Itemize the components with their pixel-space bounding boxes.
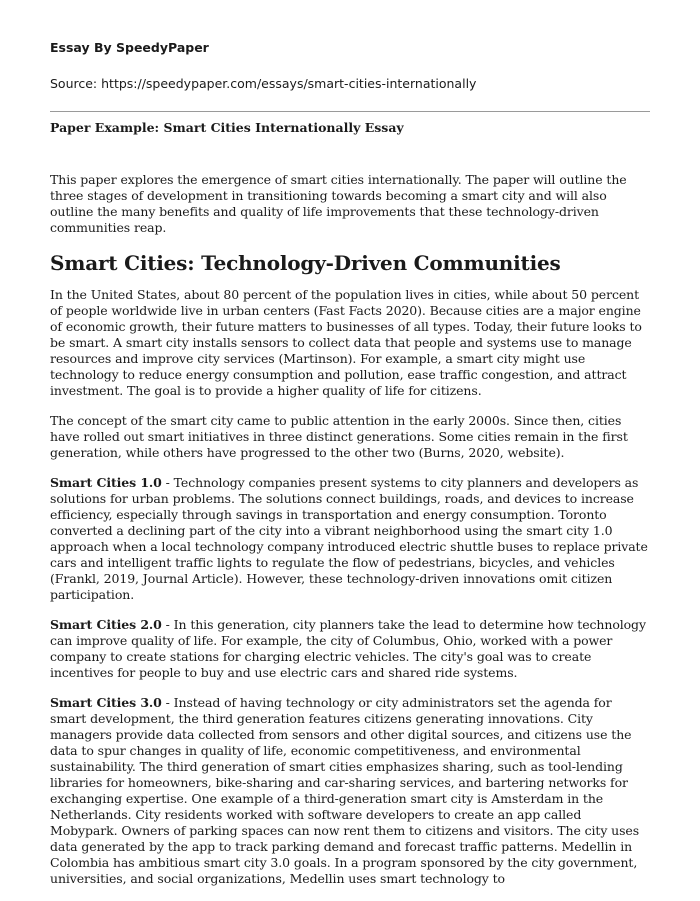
generation-text: - In this generation, city planners take the lead to determine how technology can improve quality of life. For example, the city of Columbus, Ohio, worked with a power company to create stations for charging electric vehicles. The city's goal was to create incentives for people to buy and use electric cars and shared ride systems. <box>50 617 646 680</box>
generation-text: - Instead of having technology or city administrators set the agenda for smart development, the third generation features citizens generating innovations. City managers provide data collected from sensors and other digital sources, and citizens use the data to spur changes in quality of life, economic competitiveness, and environmental sustainability. The third generation of smart cities emphasizes sharing, such as tool-lending libraries for homeowners, bike-sharing and car-sharing services, and bartering networks for exchanging expertise. One example of a third-generation smart city is Amsterdam in the Netherlands. City residents worked with software developers to create an app called Mobypark. Owners of parking spaces can now rent them to citizens and visitors. The city uses data generated by the app to track parking demand and forecast traffic patterns. Medellin in Colombia has ambitious smart city 3.0 goals. In a program sponsored by the city government, universities, and social organizations, Medellin uses smart technology to <box>50 695 640 886</box>
essay-body <box>50 172 650 901</box>
generation-text: - Technology companies present systems to city planners and developers as solutions for urban problems. The solutions connect buildings, roads, and devices to increase efficiency, especially through savings in transportation and energy consumption. Toronto converted a declining part of the city into a vibrant neighborhood using the smart city 1.0 approach when a local technology company introduced electric shuttle buses to replace private cars and intelligent traffic lights to regulate the flow of pedestrians, bicycles, and vehicles (Frankl, 2019, Journal Article). However, these technology-driven innovations omit citizen participation. <box>50 475 648 602</box>
byline: Essay By SpeedyPaper <box>50 40 209 55</box>
generation-term: Smart Cities 1.0 <box>50 475 162 490</box>
body-paragraph: In the United States, about 80 percent of the population lives in cities, while about 50 percent of people worldwide live in urban centers (Fast Facts 2020). Because cities are a major engine of economic growth, their future matters to businesses of all types. Today, their future looks to be smart. A smart city installs sensors to collect data that people and systems use to manage resources and improve city services (Martinson). For example, a smart city might use technology to reduce energy consumption and pollution, ease traffic congestion, and attract investment. The goal is to provide a higher quality of life for citizens. <box>50 287 642 398</box>
source-line: Source: https://speedypaper.com/essays/smart-cities-internationally <box>50 76 477 91</box>
generation-paragraph <box>50 475 650 603</box>
generation-paragraph <box>50 695 650 887</box>
generation-term: Smart Cities 3.0 <box>50 695 162 710</box>
body-paragraph: The concept of the smart city came to public attention in the early 2000s. Since then, cities have rolled out smart initiatives in three distinct generations. Some cities remain in the first generation, while others have progressed to the other two (Burns, 2020, website). <box>50 413 628 460</box>
generation-paragraph <box>50 617 650 681</box>
section-heading: Smart Cities: Technology-Driven Communities <box>50 251 561 275</box>
paper-title: Paper Example: Smart Cities Internationally Essay <box>50 120 404 135</box>
document-header <box>50 40 650 92</box>
generation-term: Smart Cities 2.0 <box>50 617 162 632</box>
header-divider <box>50 111 650 112</box>
intro-paragraph: This paper explores the emergence of smart cities internationally. The paper will outline the three stages of development in transitioning towards becoming a smart city and will also outline the many benefits and quality of life improvements that these technology-driven communities reap. <box>50 172 627 235</box>
